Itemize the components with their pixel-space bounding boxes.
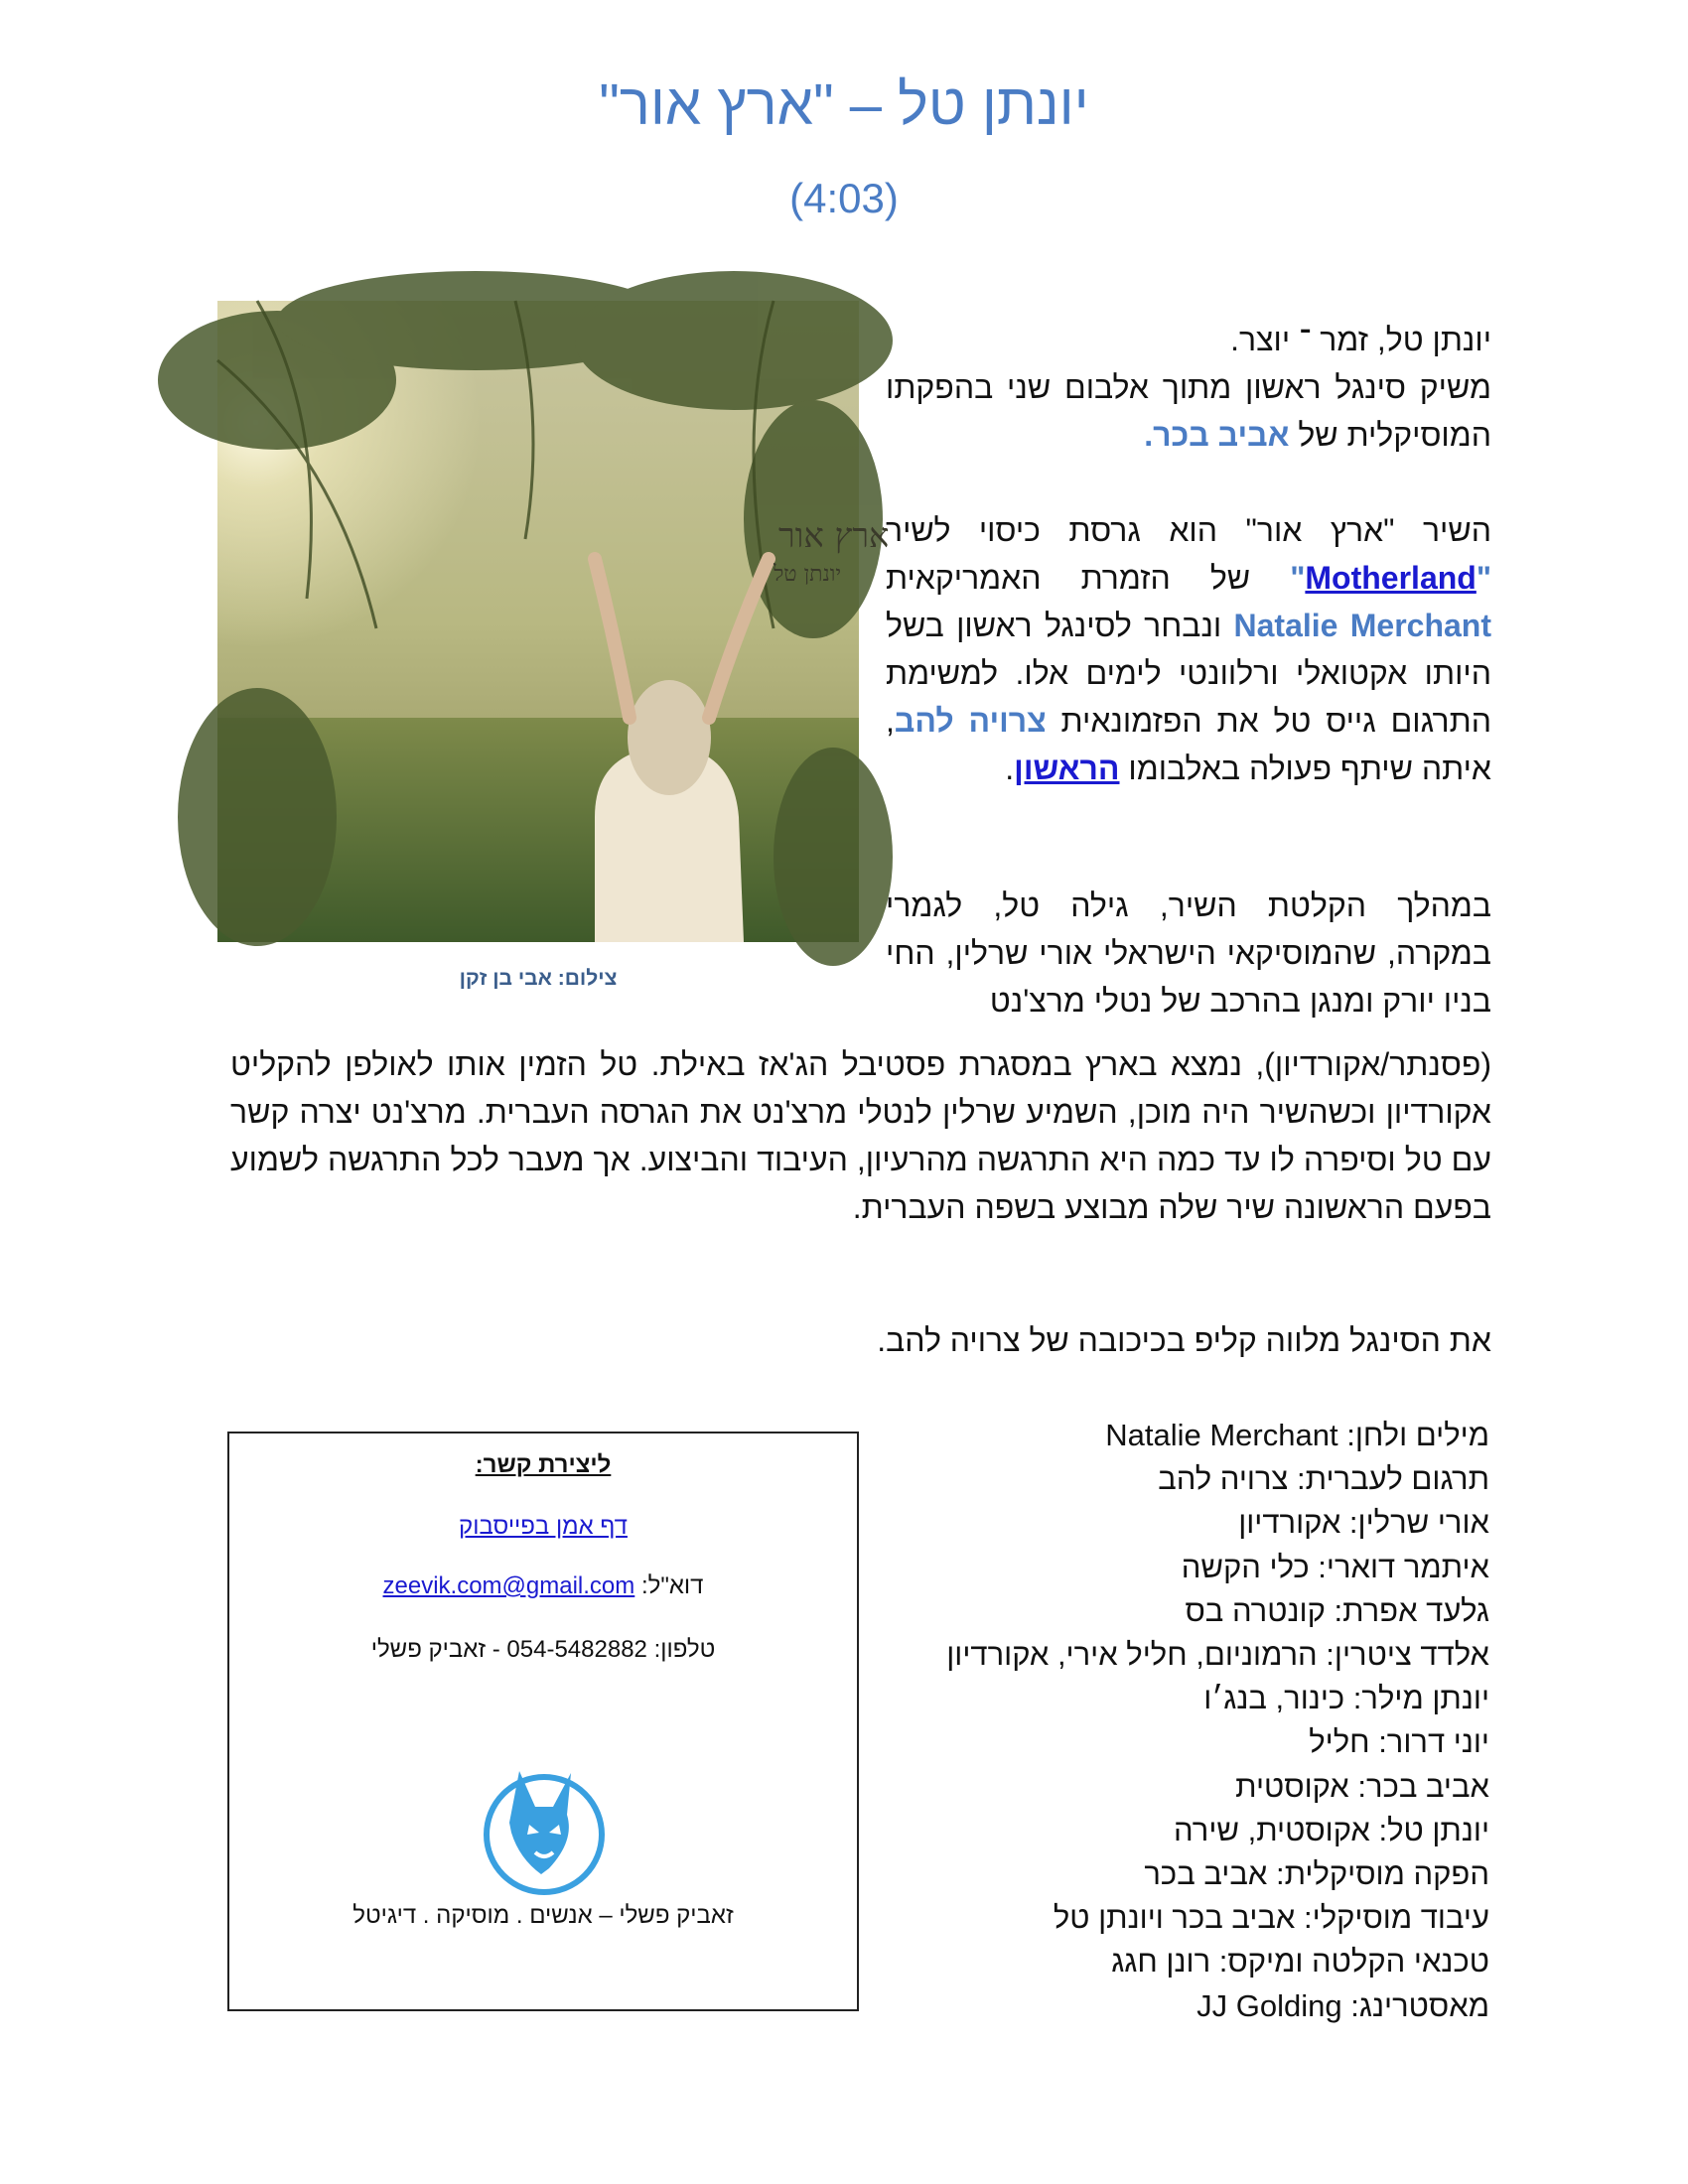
quote-open: " — [1476, 560, 1491, 596]
about-text-2: של הזמרת האמריקאית — [886, 560, 1291, 596]
credits-list — [894, 1414, 1489, 2028]
credit-role: מאסטרינג: — [1350, 1987, 1489, 2023]
credit-role: איתמר דוארי: — [1318, 1549, 1489, 1584]
about-text-5: . — [1005, 751, 1015, 786]
about-text-4: , איתה שיתף פעולה באלבומו — [886, 703, 1491, 786]
email-link[interactable]: zeevik.com@gmail.com — [382, 1572, 635, 1599]
about-text-3: ונבחר לסינגל ראשון בשל היותו אקטואלי ורלוונטי לימים אלו. למשימת התרגום גייס טל את הפזמונאית — [886, 608, 1492, 739]
credit-name: כינור, בנג׳ו — [1203, 1681, 1345, 1716]
album-cover-image — [217, 301, 890, 942]
credit-name: Natalie Merchant — [1105, 1418, 1338, 1452]
intro-line1: יונתן טל, זמר ־ יוצר. — [1230, 322, 1491, 357]
phone-label: טלפון: — [653, 1636, 716, 1663]
phone-number: 054-5482882 — [506, 1636, 647, 1663]
credit-line — [894, 1457, 1489, 1501]
credit-role: יוני דרור: — [1378, 1724, 1489, 1760]
contact-box — [227, 1432, 859, 2011]
credit-name: אביב בכר — [1144, 1856, 1268, 1892]
credit-role: תרגום לעברית: — [1297, 1461, 1489, 1497]
story-paragraph-start: במהלך הקלטת השיר, גילה טל, לגמרי במקרה, שהמוסיקאי הישראלי אורי שרלין, החי בניו יורק ומנגן בהרכב של נטלי מרצ'נט — [886, 887, 1491, 1019]
lyricist-name: צרויה להב — [894, 703, 1047, 739]
credit-role: הפקה מוסיקלית: — [1275, 1856, 1489, 1892]
contact-email-row — [229, 1572, 857, 1600]
credit-name: אקוסטית — [1235, 1768, 1349, 1804]
credit-line — [894, 1501, 1489, 1545]
about-paragraph — [886, 506, 1491, 792]
motherland-link[interactable]: Motherland — [1305, 560, 1477, 596]
contact-phone-row — [229, 1636, 857, 1664]
credit-line — [894, 1546, 1489, 1589]
fox-logo-icon — [480, 1763, 609, 1896]
credit-role: טכנאי הקלטה ומיקס: — [1218, 1944, 1489, 1979]
intro-paragraph — [886, 316, 1491, 459]
facebook-page-link[interactable]: דף אמן בפייסבוק — [459, 1513, 628, 1540]
credit-name: JJ Golding — [1196, 1987, 1342, 2023]
cover-title-text: ארץ אור — [778, 516, 890, 556]
credit-role: עיבוד מוסיקלי: — [1304, 1900, 1489, 1936]
credit-line — [894, 1720, 1489, 1764]
credit-role: אלדד ציטרין: — [1326, 1637, 1489, 1673]
credit-name: אקורדיון — [1238, 1505, 1341, 1541]
credit-role: יונתן מילר: — [1352, 1681, 1489, 1716]
credit-role: מילים ולחן: — [1346, 1418, 1489, 1452]
credit-name: קונטרה בס — [1185, 1592, 1326, 1628]
first-album-link[interactable]: הראשון — [1014, 751, 1120, 786]
story-paragraph-rest: (פסנתר/אקורדיון), נמצא בארץ במסגרת פסטיבל הג'אז באילת. טל הזמין אותו לאולפן להקליט אקורדיון וכשהשיר היה מוכן, השמיע שרלין לנטלי מרצ'נט את הגרסה העברית. מרצ'נט יצרה קשר עם טל וסיפרה לו עד כמה היא התרגשה מהרעיון, העיבוד והביצוע. אך מעבר לכל התרגשה לשמוע בפעם הראשונה שיר שלה מבוצע בשפה העברית. — [230, 1046, 1491, 1225]
intro-line2: משיק סינגל ראשון מתוך אלבום שני בהפקתו המוסיקלית של — [886, 369, 1491, 453]
credit-line — [894, 1765, 1489, 1809]
credit-line — [894, 1414, 1489, 1457]
credit-name: כלי הקשה — [1181, 1549, 1310, 1584]
song-duration: (4:03) — [789, 175, 899, 221]
credit-name: הרמוניום, חליל אירי, אקורדיון — [946, 1637, 1318, 1673]
email-label: דוא"ל: — [640, 1572, 704, 1599]
photo-credit: צילום: אבי בן זקן — [459, 967, 618, 990]
credit-role: אורי שרלין: — [1348, 1505, 1489, 1541]
credit-line — [894, 1852, 1489, 1896]
about-text-1: השיר "ארץ אור" הוא גרסת כיסוי לשיר — [886, 512, 1491, 548]
credit-role: גלעד אפרת: — [1334, 1592, 1489, 1628]
credit-line — [894, 1633, 1489, 1677]
phone-contact-name: - זאביק פשלי — [370, 1636, 500, 1663]
credit-role: יונתן טל: — [1378, 1812, 1489, 1847]
contact-heading: ליצירת קשר: — [475, 1451, 612, 1478]
quote-close: " — [1290, 560, 1306, 596]
credit-line — [894, 1589, 1489, 1633]
credit-line — [894, 1809, 1489, 1852]
clip-note: את הסינגל מלווה קליפ בכיכובה של צרויה להב. — [877, 1322, 1491, 1358]
contact-tagline: זאביק פשלי – אנשים . מוסיקה . דיגיטל — [352, 1902, 734, 1929]
credit-line — [894, 1896, 1489, 1940]
credit-role: אביב בכר: — [1357, 1768, 1489, 1804]
credit-name: צרויה להב — [1158, 1461, 1289, 1497]
credit-name: רונן חגג — [1111, 1944, 1211, 1979]
page-title: יונתן טל – "ארץ אור" — [599, 72, 1089, 137]
credit-line — [894, 1677, 1489, 1720]
credit-line — [894, 1984, 1489, 2028]
credit-name: אביב בכר ויונתן טל — [1053, 1900, 1296, 1936]
credit-line — [894, 1940, 1489, 1983]
cover-artist-text: יונתן טל — [774, 562, 842, 587]
natalie-merchant-name: Natalie Merchant — [1233, 608, 1492, 643]
credit-name: חליל — [1309, 1724, 1370, 1760]
credit-name: אקוסטית, שירה — [1174, 1812, 1370, 1847]
producer-name: אביב בכר. — [1144, 417, 1290, 453]
